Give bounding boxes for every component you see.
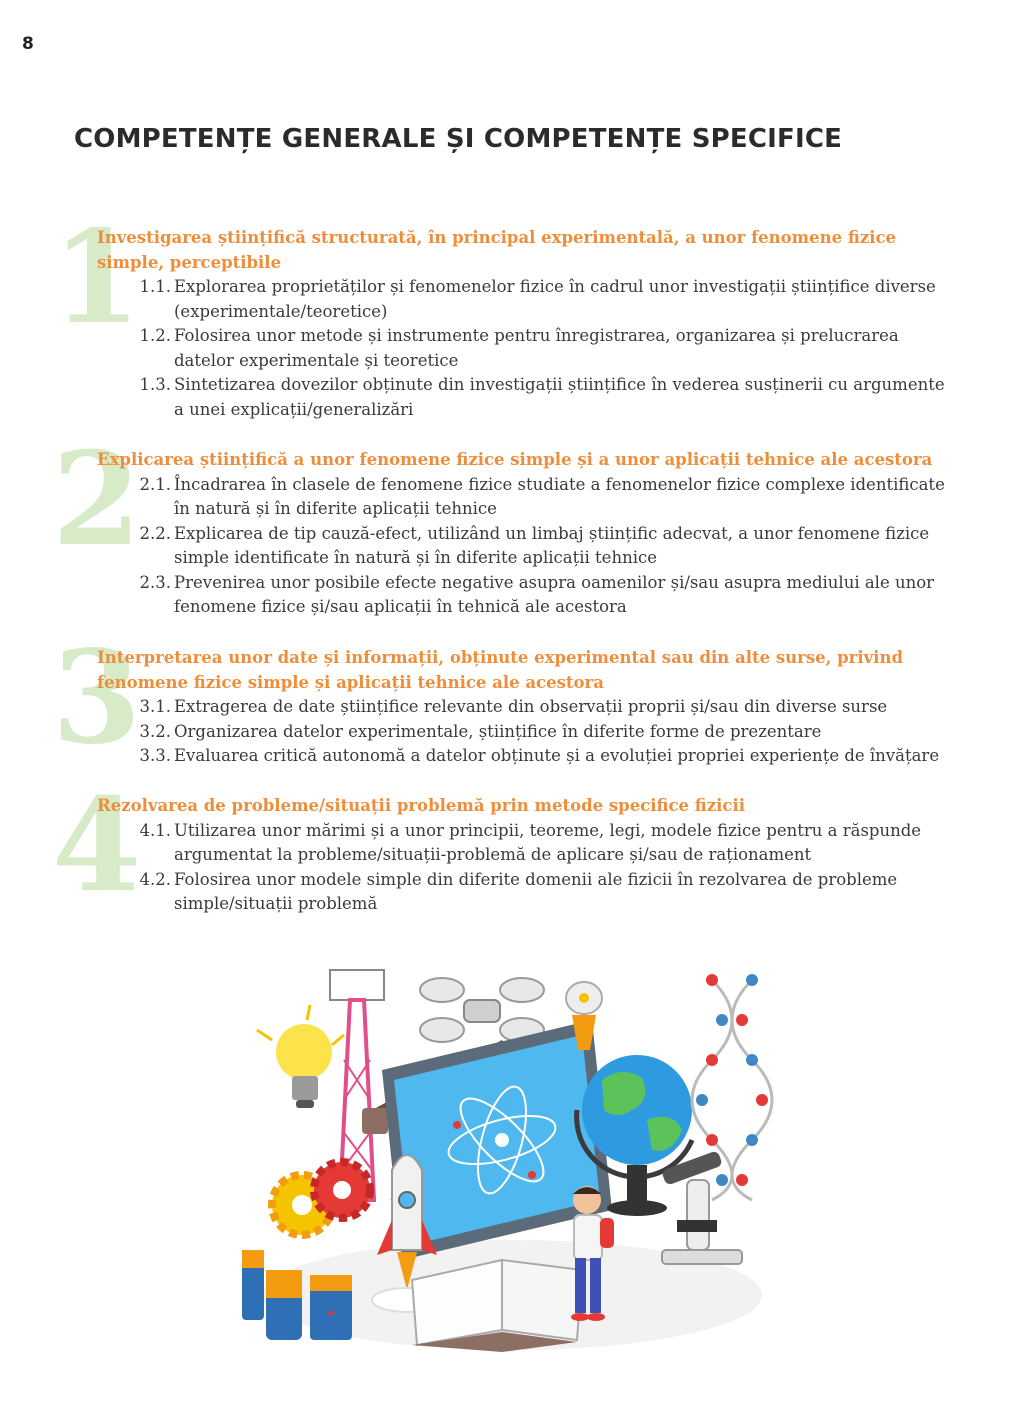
item-number: 1.1. [139,277,171,296]
list-item [97,373,947,422]
item-number: 2.2. [139,523,171,543]
gears-icon [272,1162,370,1235]
list-item [97,744,947,769]
item-number: 3.1. [139,697,171,716]
item-number: 1.3. [139,375,171,394]
light-bulb-icon [257,1005,344,1108]
item-number: 2.1. [139,474,171,494]
item-text: Extragerea de date științifice relevante din observații proprii și/sau din diverse surse [174,697,888,716]
section-number: 4 [52,771,142,921]
item-number: 4.2. [139,869,171,889]
item-text: Explorarea proprietăților și fenomenelor fizice în cadrul unor investigații științifice diverse (experimentale/teoretice) [174,277,936,321]
item-text: Explicarea de tip cauză-efect, utilizând un limbaj științific adecvat, a unor fenomene fizice simple identificate în natură și în diferite aplicații tehnice [174,523,930,567]
item-text: Încadrarea în clasele de fenomene fizice studiate a fenomenelor fizice complexe identificate în natură și în diferite aplicații tehnice [174,474,945,518]
list-item [97,819,947,868]
section-title: Interpretarea unor date și informații, obținute experimental sau din alte surse, privind fenomene fizice simple și aplicații tehnice ale acestora [97,648,904,692]
item-text: Sintetizarea dovezilor obținute din investigații științifice în vederea susținerii cu argumente a unei explicații/generalizări [174,375,945,419]
page-title: COMPETENȚE GENERALE ȘI COMPETENȚE SPECIFICE [74,124,843,154]
item-text: Evaluarea critică autonomă a datelor obținute și a evoluției propriei experiențe de învățare [174,746,940,765]
item-text: Folosirea unor metode și instrumente pentru înregistrarea, organizarea și prelucrarea datelor experimentale și teoretice [174,326,899,370]
drone-icon [420,978,544,1042]
list-item [97,868,947,917]
svg-text:+: + [325,1305,337,1321]
open-book-icon [412,1260,582,1352]
item-text: Utilizarea unor mărimi și a unor principii, teoreme, legi, modele fizice pentru a răspunde argumentat la probleme/situații-problemă de aplicare și/sau de raționament [174,820,922,864]
list-item [97,275,947,324]
section-title: Explicarea științifică a unor fenomene fizice simple și a unor aplicații tehnice ale acestora [97,450,933,469]
list-item [97,522,947,571]
section-number: 3 [52,623,142,773]
list-item [97,571,947,620]
list-item [97,720,947,745]
item-number: 3.3. [139,746,171,765]
section-title: Rezolvarea de probleme/situații problemă prin metode specifice fizicii [97,796,746,815]
list-item [97,473,947,522]
item-number: 4.1. [139,820,171,840]
item-text: Prevenirea unor posibile efecte negative asupra oamenilor și/sau asupra mediului ale unor fenomene fizice și/sau aplicații în tehnică ale acestora [174,572,935,616]
item-text: Organizarea datelor experimentale, științifice în diferite forme de prezentare [174,721,822,741]
list-item [97,695,947,720]
item-number: 1.2. [139,326,171,345]
section-number: 2 [52,425,142,575]
page-number: 8 [22,34,34,54]
section-title: Investigarea științifică structurată, în principal experimentală, a unor fenomene fizice simple, perceptibile [97,228,897,272]
item-number: 2.3. [139,572,171,592]
science-illustration [232,960,792,1370]
list-item [97,324,947,373]
item-text: Folosirea unor modele simple din diferite domenii ale fizicii în rezolvarea de probleme simple/situații problemă [174,869,898,913]
item-number: 3.2. [139,721,171,741]
section-number: 1 [52,203,142,353]
